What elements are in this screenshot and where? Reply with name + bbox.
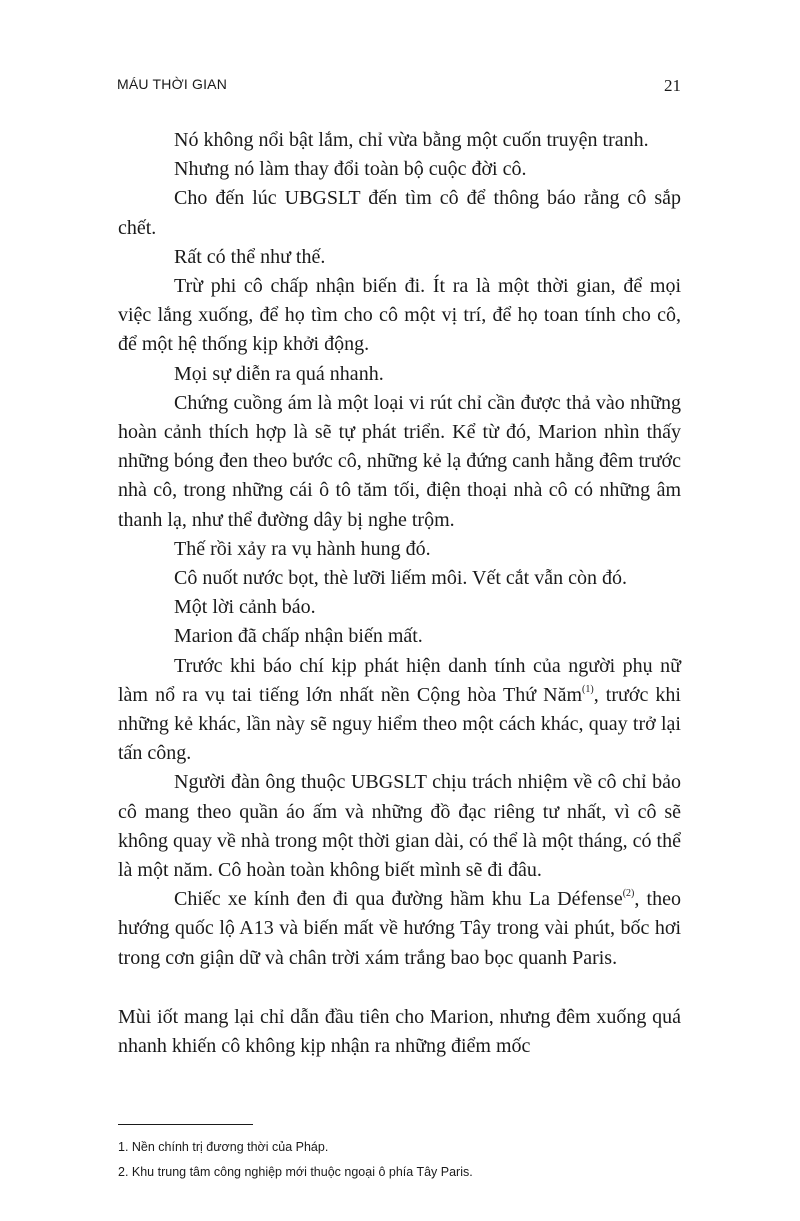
paragraph-text: Trước khi báo chí kịp phát hiện danh tính của người phụ nữ làm nổ ra vụ tai tiếng lớn nhất nền Cộng hòa Thứ Năm xyxy=(118,654,681,706)
paragraph: Thế rồi xảy ra vụ hành hung đó. xyxy=(174,537,431,560)
paragraph: Mọi sự diễn ra quá nhanh. xyxy=(174,362,384,385)
paragraph: Một lời cảnh báo. xyxy=(174,596,316,619)
section-start-paragraph: Mùi iốt mang lại chỉ dẫn đầu tiên cho Marion, nhưng đêm xuống quá nhanh khiến cô không kịp nhận ra những điểm mốc xyxy=(118,1005,681,1058)
footnote-marker-1: (1) xyxy=(582,683,594,695)
footnote-1: 1. Nền chính trị đương thời của Pháp. xyxy=(118,1140,329,1154)
paragraph: Nó không nổi bật lắm, chỉ vừa bằng một cuốn truyện tranh. xyxy=(174,129,649,151)
footnote-2: 2. Khu trung tâm công nghiệp mới thuộc ngoại ô phía Tây Paris. xyxy=(118,1165,473,1179)
paragraph-text: , trước khi những kẻ khác, lần này sẽ nguy hiểm theo một cách khác, quay trở lại tấn công. xyxy=(118,683,681,765)
running-header xyxy=(117,76,683,100)
book-title-header: MÁU THỜI GIAN xyxy=(117,76,228,92)
paragraph: Trừ phi cô chấp nhận biến đi. Ít ra là một thời gian, để mọi việc lắng xuống, để họ tìm cho cô một vị trí, để họ toan tính cho cô, để một hệ thống kịp khởi động. xyxy=(118,275,681,356)
paragraph: Cô nuốt nước bọt, thè lưỡi liếm môi. Vết cắt vẫn còn đó. xyxy=(174,567,627,590)
paragraph: Marion đã chấp nhận biến mất. xyxy=(174,625,423,648)
paragraph: Rất có thể như thế. xyxy=(174,245,326,268)
paragraph: Chứng cuồng ám là một loại vi rút chỉ cần được thả vào những hoàn cảnh thích hợp là sẽ tự phát triển. Kể từ đó, Marion nhìn thấy những bóng đen theo bước cô, những kẻ lạ đứng canh hằng đêm trước nhà cô, trong những cái ô tô tăm tối, điện thoại nhà cô có những âm thanh lạ, như thể đường dây bị nghe trộm. xyxy=(118,391,681,531)
paragraph-text: Chiếc xe kính đen đi qua đường hầm khu La Défense xyxy=(174,888,623,911)
body-text xyxy=(118,126,681,1061)
paragraph-text: , theo hướng quốc lộ A13 và biến mất về hướng Tây trong vài phút, bốc hơi trong cơn giận dữ và chân trời xám trắng bao bọc quanh Paris. xyxy=(118,888,681,969)
footnote-marker-2: (2) xyxy=(622,888,635,900)
paragraph-republic xyxy=(118,652,681,769)
footnotes xyxy=(118,1135,681,1185)
paragraph: Cho đến lúc UBGSLT đến tìm cô để thông báo rằng cô sắp chết. xyxy=(118,187,681,239)
paragraph-defense xyxy=(118,885,681,973)
footnote-divider xyxy=(118,1124,253,1125)
page-number: 21 xyxy=(664,76,681,95)
paragraph: Nhưng nó làm thay đổi toàn bộ cuộc đời cô. xyxy=(174,158,527,181)
paragraph: Người đàn ông thuộc UBGSLT chịu trách nhiệm về cô chỉ bảo cô mang theo quần áo ấm và những đồ đạc riêng tư nhất, vì cô sẽ không quay về nhà trong một thời gian dài, có thể là một tháng, có thể là một năm. Cô hoàn toàn không biết mình sẽ đi đâu. xyxy=(118,771,681,882)
